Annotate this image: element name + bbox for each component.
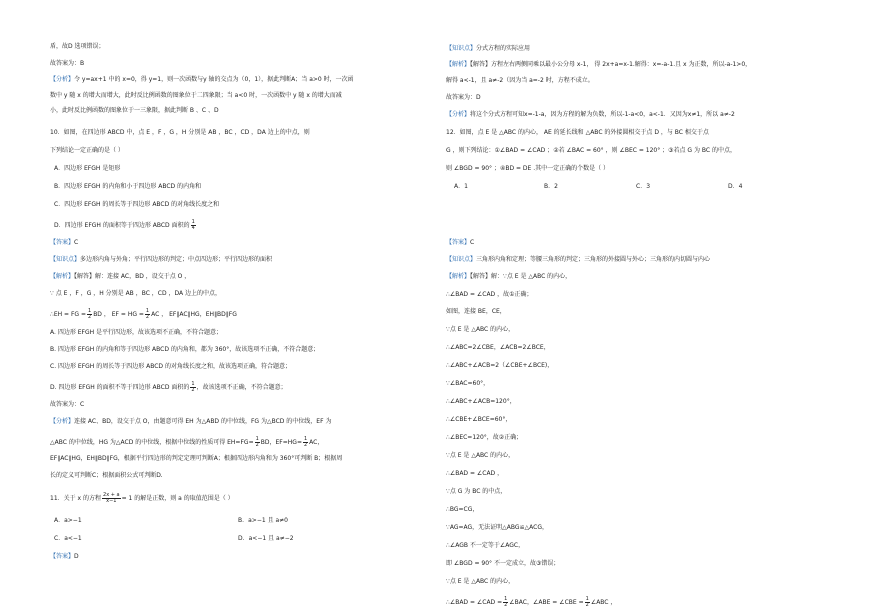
text-line-l4 xyxy=(50,93,342,99)
text-line-l3 xyxy=(50,77,354,83)
text-line-r15 xyxy=(446,274,571,280)
text-line-r19 xyxy=(446,345,550,351)
text-line-l18 xyxy=(50,347,319,353)
line-text: ∴∠BEC=120°，故②正确； xyxy=(446,434,523,441)
line-text-cont: AC ， EF∥AC∥HG，EH∥BD∥FG xyxy=(151,311,237,318)
fraction xyxy=(145,309,150,320)
line-text: D. 四边形 EFGH 的面积不等于四边形 ABCD 面积的 xyxy=(50,384,190,391)
text-line-r22 xyxy=(446,399,516,405)
line-text: 如图，连接 BE，CE， xyxy=(446,308,506,315)
text-line-r7 xyxy=(446,148,736,154)
fraction xyxy=(503,597,508,608)
line-text: 【解答】解：∵点 E 是 △ABC 的内心， xyxy=(470,273,572,280)
line-text: ∵AG=AG，无法证明△ABG≌△ACG， xyxy=(446,524,549,531)
fraction xyxy=(303,437,308,448)
fraction-denominator: 4 xyxy=(191,225,195,231)
text-line-l23 xyxy=(50,437,323,448)
text-line-l11 xyxy=(54,220,197,231)
text-line-r24 xyxy=(446,435,522,441)
section-tag: 【答案】 xyxy=(446,239,471,246)
section-tag: 【解析】 xyxy=(446,61,471,68)
text-line-r20 xyxy=(446,363,553,369)
text-line-r14 xyxy=(446,257,710,263)
text-line-l12 xyxy=(50,240,78,246)
line-text: EF∥AC∥HG，EH∥BD∥FG，根据平行四边形的判定定理可判断A；根据四边形内角和为 360°可判断 B；根据周 xyxy=(50,455,343,462)
text-line-r21 xyxy=(446,381,489,387)
fraction-numerator: 1 xyxy=(145,308,150,314)
text-line-r8 xyxy=(446,166,609,172)
fraction-numerator: 1 xyxy=(303,436,308,442)
line-text: ∴EH = FG = xyxy=(50,311,86,318)
line-text: ∴BG=CG， xyxy=(446,506,479,513)
line-text-cont: ∠BAC，∠ABE = ∠CBE = xyxy=(509,599,584,606)
line-text: ∵点 E 是 △ABC 的内心， xyxy=(446,578,515,585)
q12-option-p1: A．1 xyxy=(454,183,468,190)
text-line-l2 xyxy=(50,61,84,67)
line-text: ∴∠BAD = ∠CAD = xyxy=(446,599,503,606)
line-text: 小，此时反比例函数的图象位于一三象限，据此判断 B 、C 、D xyxy=(50,107,219,114)
line-text: ∵点 G 为 BC 的中点， xyxy=(446,488,507,495)
section-tag: 【知识点】 xyxy=(446,45,477,52)
text-line-l13 xyxy=(50,257,272,263)
section-tag: 【分析】 xyxy=(50,76,75,83)
text-line-l7 xyxy=(50,148,124,154)
fraction xyxy=(102,493,121,504)
text-line-l9 xyxy=(54,184,201,190)
fraction-denominator: 2 xyxy=(145,314,150,320)
line-text-cont: ，故该选项不正确，不符合题意； xyxy=(196,384,287,391)
line-text: C. 四边形 EFGH 的周长等于四边形 ABCD 的对角线长度之和，故该选项正确，符合题意； xyxy=(50,363,291,370)
line-text: ∴∠AGB 不一定等于∠AGC， xyxy=(446,542,525,549)
line-text: B．四边形 EFGH 的内角和小于四边形 ABCD 的内角和 xyxy=(54,183,202,190)
q12-option-p2: B．2 xyxy=(544,183,558,190)
text-line-l10 xyxy=(54,202,219,208)
text-line-l5 xyxy=(50,108,219,114)
section-tag: 【知识点】 xyxy=(446,256,477,263)
section-tag: 【解析】 xyxy=(50,273,75,280)
line-text: 三角形内角和定理；等腰三角形的判定；三角形的外接圆与外心；三角形的内切圆与内心 xyxy=(476,256,711,263)
fraction-denominator: 2 xyxy=(255,442,259,448)
line-text: 【解答】解：连接 AC，BD ，设交于点 O ， xyxy=(74,273,191,280)
fraction xyxy=(585,597,590,608)
q11-option-o1: A．a>−1 xyxy=(54,517,82,524)
section-tag: 【分析】 xyxy=(50,418,75,425)
fraction-numerator: 1 xyxy=(191,381,195,387)
line-text: ∴∠CBE+∠BCE=60°， xyxy=(446,416,512,423)
line-text: ∴∠ABC+∠ACB=2（∠CBE+∠BCE)， xyxy=(446,362,554,369)
text-line-r33 xyxy=(446,597,616,608)
q11-option-o4: D．a<−1 且 a≠−2 xyxy=(238,535,294,542)
fraction-numerator: 2x + a xyxy=(103,492,120,498)
fraction-denominator: 2 xyxy=(191,387,195,393)
line-text: D xyxy=(74,553,79,560)
text-line-r18 xyxy=(446,327,514,333)
line-text: D．四边形 EFGH 的面积等于四边形 ABCD 面积的 xyxy=(54,222,190,229)
text-line-l22 xyxy=(50,419,331,425)
line-text: 即 ∠BGD = 90° 不一定成立，故③错误； xyxy=(446,560,560,567)
text-line-l14 xyxy=(50,274,190,280)
line-text: 故答案为：D xyxy=(446,94,481,101)
text-line-r23 xyxy=(446,417,511,423)
text-line-r30 xyxy=(446,543,524,549)
text-line-r31 xyxy=(446,561,559,567)
line-text: C xyxy=(470,239,475,246)
line-text: 10．如图，在四边形 ABCD 中，点 E ，F ，G ，H 分别是 AB ，BC ，CD ，DA 边上的中点，则 xyxy=(50,129,310,136)
line-text: 盾，故D 选项错误； xyxy=(50,43,105,50)
q12-option-p4: D．4 xyxy=(728,183,743,190)
text-line-r28 xyxy=(446,507,478,513)
text-line-r3 xyxy=(446,78,594,84)
text-line-l8 xyxy=(54,166,120,172)
line-text: ∴∠BAD = ∠CAD ，故①正确； xyxy=(446,291,533,298)
fraction xyxy=(255,437,260,448)
text-line-l1 xyxy=(50,44,105,50)
fraction-numerator: 1 xyxy=(191,219,195,225)
line-text: △ABC 的中位线，HG 为△ACD 的中位线，根据中位线的性质可得 EH=FG= xyxy=(50,439,254,446)
text-line-r2 xyxy=(446,62,751,68)
text-line-r6 xyxy=(446,130,709,136)
line-text: 下列结论一定正确的是（ ） xyxy=(50,147,124,154)
line-text: 长的定义可判断C；根据面积公式可判断D. xyxy=(50,472,163,479)
text-line-l27 xyxy=(50,554,79,560)
line-text: 12．如图，点 E 是 △ABC 的内心， AE 的延长线和 △ABC 的外接圆相交于点 D ，与 BC 相交于点 xyxy=(446,129,709,136)
text-line-l26 xyxy=(50,493,234,504)
fraction-numerator: 1 xyxy=(585,596,589,602)
text-line-r1 xyxy=(446,46,530,52)
text-line-r13 xyxy=(446,240,474,246)
line-text: 解得 a<-1，且 a≠-2（因为当 a=-2 时，方程不成立。 xyxy=(446,77,594,84)
text-line-l6 xyxy=(50,130,310,136)
section-tag: 【解析】 xyxy=(446,273,471,280)
fraction-denominator: 2 xyxy=(303,442,308,448)
text-line-l15 xyxy=(50,291,221,297)
line-text: 将这个分式方程可知x=-1-a，因为方程的解为负数，所以-1-a<0，a<-1．又因为x≠1，所以 a≠-2 xyxy=(470,111,735,118)
text-line-r29 xyxy=(446,525,548,531)
section-tag: 【答案】 xyxy=(50,239,75,246)
text-line-r16 xyxy=(446,292,532,298)
fraction-numerator: 1 xyxy=(504,596,508,602)
fraction-numerator: 1 xyxy=(255,436,259,442)
text-line-r27 xyxy=(446,489,506,495)
text-line-l25 xyxy=(50,473,163,479)
line-text: 【解答】方程左右两侧同乘以最小公分母 x-1， 得 2x+a=x-1.解得：x=-a-1.且 x 为正数，所以-a-1>0， xyxy=(470,61,752,68)
section-tag: 【知识点】 xyxy=(50,256,81,263)
line-text: ∴∠BAD = ∠CAD ， xyxy=(446,470,504,477)
fraction xyxy=(191,220,196,231)
text-line-l17 xyxy=(50,330,222,336)
text-line-r4 xyxy=(446,95,481,101)
line-text: B. 四边形 EFGH 的内角和等于四边形 ABCD 的内角和，都为 360°，故该选项不正确，不符合题意； xyxy=(50,346,320,353)
line-text: ∴∠ABC=2∠CBE，∠ACB=2∠BCE， xyxy=(446,344,550,351)
fraction-denominator: x−1 xyxy=(106,498,117,504)
fraction-denominator: 2 xyxy=(88,314,92,320)
text-line-l21 xyxy=(50,402,84,408)
fraction-numerator: 1 xyxy=(88,308,92,314)
line-text: 数中 y 随 x 的增大而增大，此时反比例函数的图象位于二四象限；当 a<0 时，一次函数中 y 随 x 的增大而减 xyxy=(50,92,342,99)
text-line-l16 xyxy=(50,309,237,320)
line-text: 分式方程的实际应用 xyxy=(476,45,531,52)
text-line-r25 xyxy=(446,453,514,459)
line-text: ∵点 E 是 △ABC 的内心， xyxy=(446,452,515,459)
line-text: ∵ 点 E ，F ，G ，H 分别是 AB ，BC ，CD ，DA 边上的中点， xyxy=(50,290,222,297)
q12-option-p3: C．3 xyxy=(636,183,651,190)
line-text: C．四边形 EFGH 的周长等于四边形 ABCD 的对角线长度之和 xyxy=(54,201,220,208)
line-text: 11．关于 x 的方程 xyxy=(50,495,102,502)
line-text-cont: = 1 的解是正数，则 a 的取值范围是（ ） xyxy=(121,495,234,502)
line-text-cont: BD ， EF = HG = xyxy=(93,311,144,318)
text-line-l19 xyxy=(50,364,291,370)
section-tag: 【答案】 xyxy=(50,553,75,560)
line-text: 故答案为：C xyxy=(50,401,85,408)
fraction-denominator: 2 xyxy=(585,602,589,608)
text-line-l24 xyxy=(50,456,342,462)
line-text: A. 四边形 EFGH 是平行四边形，故该选项不正确，不符合题意； xyxy=(50,329,223,336)
text-line-l20 xyxy=(50,382,287,393)
line-text: 连接 AC、BD，设交于点 O，由题意可得 EH 为△ABD 的中位线，FG 为△BCD 的中位线，EF 为 xyxy=(74,418,332,425)
fraction-denominator: 2 xyxy=(504,602,508,608)
line-text-cont: AC， xyxy=(309,439,324,446)
line-text: ∴∠ABC+∠ACB=120°， xyxy=(446,398,516,405)
q11-option-o3: C．a<−1 xyxy=(54,535,82,542)
fraction xyxy=(190,382,195,393)
q11-option-o2: B．a>−1 且 a≠0 xyxy=(238,517,289,524)
text-line-r26 xyxy=(446,471,503,477)
line-text: ∵∠BAC=60°， xyxy=(446,380,490,387)
section-tag: 【分析】 xyxy=(446,111,471,118)
line-text: 多边形内角与外角；平行四边形的判定；中点四边形；平行四边形的面积 xyxy=(80,256,273,263)
line-text: C xyxy=(74,239,79,246)
line-text: 故答案为：B xyxy=(50,60,85,67)
text-line-r17 xyxy=(446,309,506,315)
line-text-cont: BD，EF=HG= xyxy=(260,439,302,446)
line-text-cont: ∠ABC ， xyxy=(590,599,617,606)
text-line-r5 xyxy=(446,112,735,118)
line-text: 令 y=ax+1 中的 x=0，得 y=1，则一次函数与y 轴的交点为（0，1），据此判断A；当 a>0 时，一次函 xyxy=(74,76,354,83)
line-text: A．四边形 EFGH 是矩形 xyxy=(54,165,121,172)
line-text: 则 ∠BGD = 90° ；④BD = DE .其中一定正确的个数是（ ） xyxy=(446,165,610,172)
line-text: ∵点 E 是 △ABC 的内心， xyxy=(446,326,515,333)
text-line-r32 xyxy=(446,579,514,585)
fraction xyxy=(87,309,92,320)
line-text: G ，则下列结论：①∠BAD = ∠CAD ；②若 ∠BAC = 60° ，则 ∠BEC = 120° ；③若点 G 为 BC 的中点， xyxy=(446,147,736,154)
